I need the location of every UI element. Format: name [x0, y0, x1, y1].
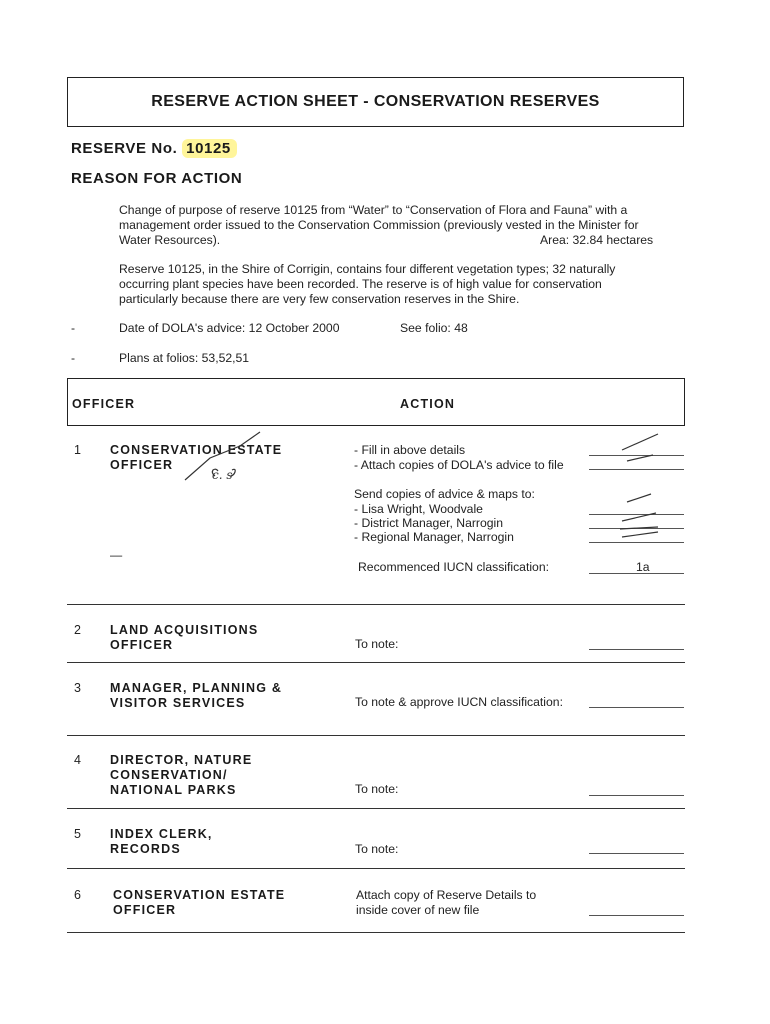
tick-mark — [625, 452, 655, 464]
action-attach-copies: - Attach copies of DOLA's advice to file — [354, 458, 564, 472]
reserve-label: RESERVE No. — [71, 140, 178, 157]
action-iucn-classification: Recommenced IUCN classification: — [358, 560, 550, 574]
dola-advice-date: Date of DOLA's advice: 12 October 2000 — [119, 321, 340, 335]
row-dash: — — [110, 548, 123, 562]
row-divider — [67, 808, 685, 809]
tick-mark — [618, 524, 662, 540]
row-action — [356, 888, 536, 918]
reserve-number-highlight: 10125 — [182, 139, 237, 158]
row-officer — [110, 681, 282, 711]
row-action: To note: — [355, 637, 399, 651]
document-title: RESERVE ACTION SHEET - CONSERVATION RESERVES — [67, 77, 684, 127]
signature-line — [589, 469, 684, 470]
row-number: 2 — [74, 623, 81, 637]
tick-mark — [620, 510, 660, 524]
action-fill-details: - Fill in above details — [354, 443, 466, 457]
row-divider — [67, 868, 685, 869]
paragraph-1-line: Water Resources). — [119, 233, 221, 247]
row-divider — [67, 662, 685, 663]
signature-line — [589, 915, 684, 916]
officer-line: INDEX CLERK, — [110, 827, 213, 841]
reason-paragraph-2 — [119, 262, 685, 307]
signature-line — [589, 542, 684, 543]
officer-line: VISITOR SERVICES — [110, 696, 246, 710]
row-officer — [110, 623, 258, 653]
action-line: inside cover of new file — [356, 903, 480, 917]
row-divider — [67, 932, 685, 933]
officer-line: CONSERVATION ESTATE — [113, 888, 286, 902]
officer-line: DIRECTOR, NATURE — [110, 753, 253, 767]
folio-reference: See folio: 48 — [400, 321, 468, 335]
action-column-header: ACTION — [400, 397, 456, 411]
paragraph-2-line: occurring plant species have been recorded. The reserve is of high value for conservation — [119, 277, 602, 291]
row-officer — [110, 827, 213, 857]
action-send-copies: Send copies of advice & maps to: — [354, 487, 535, 501]
plans-folios: Plans at folios: 53,52,51 — [119, 351, 250, 365]
tick-mark — [620, 432, 660, 452]
row-number: 5 — [74, 827, 81, 841]
action-line: Attach copy of Reserve Details to — [356, 888, 537, 902]
row-number: 4 — [74, 753, 81, 767]
officer-line: OFFICER — [110, 638, 174, 652]
reason-heading: REASON FOR ACTION — [71, 170, 243, 187]
row-officer — [110, 753, 252, 798]
row-number: 1 — [74, 443, 81, 457]
reason-paragraph-1 — [119, 203, 685, 248]
officer-line: NATIONAL PARKS — [110, 783, 237, 797]
signature-line — [589, 795, 684, 796]
officer-line: OFFICER — [110, 458, 174, 472]
iucn-value: 1a — [636, 560, 650, 574]
officer-line: CONSERVATION ESTATE — [110, 443, 283, 457]
officer-line: OFFICER — [113, 903, 177, 917]
paragraph-1-line: Change of purpose of reserve 10125 from “Water” to “Conservation of Flora and Fauna” with a — [119, 203, 628, 217]
officer-line: CONSERVATION/ — [110, 768, 228, 782]
paragraph-2-line: Reserve 10125, in the Shire of Corrigin, contains four different vegetation types; 32 naturally — [119, 262, 616, 276]
paragraph-1-last-line — [119, 233, 685, 248]
row-number: 3 — [74, 681, 81, 695]
action-recipient: - District Manager, Narrogin — [354, 516, 504, 530]
row-action: To note: — [355, 842, 399, 856]
row-divider — [67, 735, 685, 736]
signature-line — [589, 853, 684, 854]
bullet-dash: - — [71, 351, 76, 365]
row-divider — [67, 604, 685, 605]
signature-line — [589, 707, 684, 708]
row-action: To note: — [355, 782, 399, 796]
officer-column-header: OFFICER — [72, 397, 136, 411]
row-action: To note & approve IUCN classification: — [355, 695, 563, 709]
paragraph-1-line: management order issued to the Conservation Commission (previously vested in the Minister for — [119, 218, 639, 232]
paragraph-2-line: particularly because there are very few conservation reserves in the Shire. — [119, 292, 520, 306]
handwritten-initials: c. s — [212, 468, 233, 482]
action-recipient: - Regional Manager, Narrogin — [354, 530, 514, 544]
tick-mark — [625, 492, 653, 504]
row-number: 6 — [74, 888, 81, 902]
area-text: Area: 32.84 hectares — [540, 233, 654, 247]
row-officer — [113, 888, 285, 918]
reserve-number-line — [71, 140, 237, 157]
action-recipient: - Lisa Wright, Woodvale — [354, 502, 483, 516]
signature-line — [589, 649, 684, 650]
officer-line: LAND ACQUISITIONS — [110, 623, 259, 637]
bullet-dash: - — [71, 321, 76, 335]
table-header — [67, 378, 685, 426]
officer-line: MANAGER, PLANNING & — [110, 681, 283, 695]
officer-line: RECORDS — [110, 842, 181, 856]
